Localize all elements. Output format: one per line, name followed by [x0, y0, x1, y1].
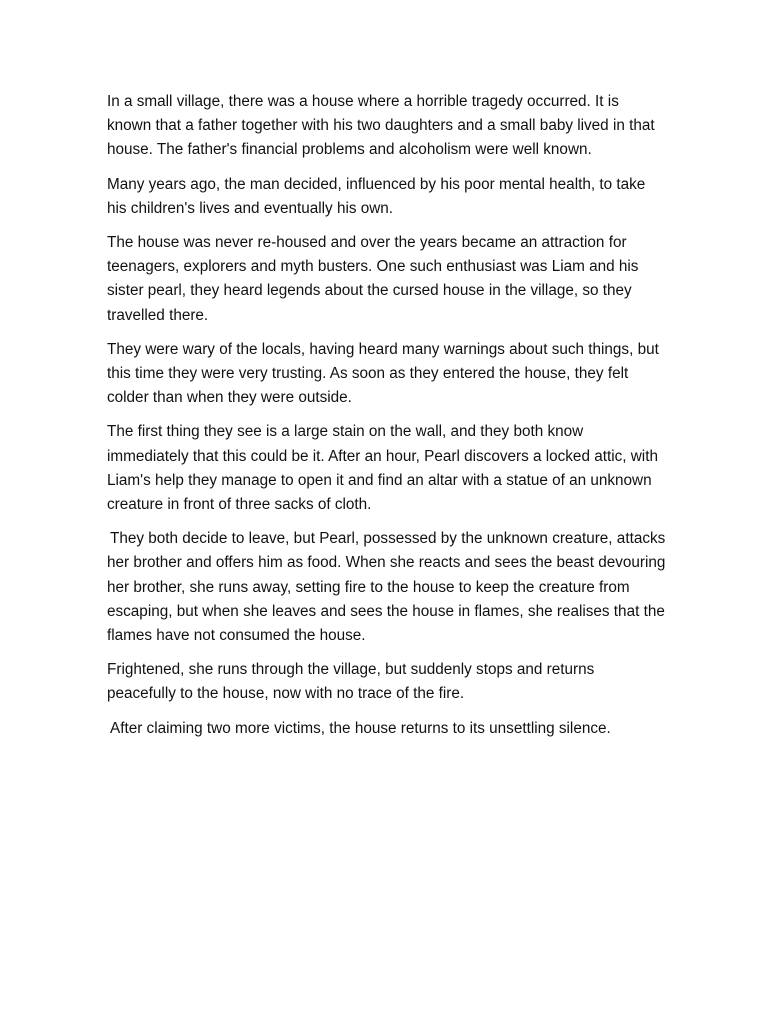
paragraph-4: They were wary of the locals, having heard many warnings about such things, but this time they were very trusting. As soon as they entered the house, they felt colder than when they were outside. [107, 340, 659, 407]
paragraph-6: They both decide to leave, but Pearl, possessed by the unknown creature, attacks her brother and offers him as food. When she reacts and sees the beast devouring her brother, she runs away, setting fire to the house to keep the creature from escaping, but when she leaves and sees the house in flames, she realises that the flames have not consumed the house. [107, 530, 666, 645]
paragraph-1: In a small village, there was a house where a horrible tragedy occurred. It is known that a father together with his two daughters and a small baby lived in that house. The father's financial problems and alcoholism were well known. [107, 93, 655, 159]
paragraph-5: The first thing they see is a large stain on the wall, and they both know immediately that this could be it. After an hour, Pearl discovers a locked attic, with Liam's help they manage to open it and find an altar with a statue of an unknown creature in front of three sacks of cloth. [107, 423, 658, 514]
document-body [107, 90, 667, 751]
paragraph-7: Frightened, she runs through the village, but suddenly stops and returns peacefully to the house, now with no trace of the fire. [107, 661, 595, 703]
paragraph-2: Many years ago, the man decided, influenced by his poor mental health, to take his children's lives and eventually his own. [107, 175, 646, 217]
paragraph-8: After claiming two more victims, the house returns to its unsettling silence. [110, 719, 611, 737]
paragraph-3: The house was never re-housed and over the years became an attraction for teenagers, explorers and myth busters. One such enthusiast was Liam and his sister pearl, they heard legends about the cursed house in the village, so they travelled there. [107, 234, 639, 324]
